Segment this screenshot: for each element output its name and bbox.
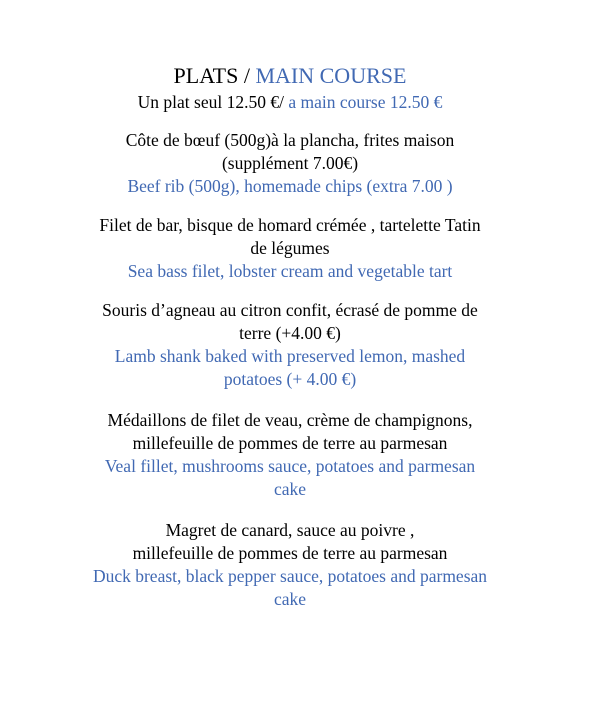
dish-text-line: Lamb shank baked with preserved lemon, mashed bbox=[114, 346, 466, 366]
dish-text-line: cake bbox=[273, 479, 307, 499]
dish-cote-de-boeuf bbox=[55, 129, 525, 198]
dish-description-french bbox=[55, 214, 525, 260]
dish-text-line: Médaillons de filet de veau, crème de champignons, bbox=[107, 410, 473, 430]
dish-text-line: millefeuille de pommes de terre au parmesan bbox=[132, 433, 448, 453]
dish-souris-agneau bbox=[55, 299, 525, 391]
dish-magret-canard bbox=[55, 519, 525, 611]
dish-description-french bbox=[55, 519, 525, 565]
section-title-french: PLATS / bbox=[173, 63, 256, 88]
dish-text-line: (supplément 7.00€) bbox=[221, 153, 359, 173]
dish-text-line: Souris d’agneau au citron confit, écrasé de pomme de bbox=[102, 300, 478, 320]
price-english: a main course 12.50 € bbox=[288, 92, 443, 112]
dish-medaillons-veau bbox=[55, 409, 525, 501]
dish-text-line: terre (+4.00 €) bbox=[239, 323, 341, 343]
section-title-english: MAIN COURSE bbox=[255, 63, 407, 88]
dish-filet-de-bar bbox=[55, 214, 525, 283]
section-title bbox=[0, 63, 580, 89]
dish-text-line: Veal fillet, mushrooms sauce, potatoes and parmesan bbox=[104, 456, 476, 476]
dish-description-english bbox=[55, 175, 525, 198]
dish-text-line: de légumes bbox=[250, 238, 330, 258]
dish-description-english bbox=[55, 565, 525, 611]
dish-text-line: Filet de bar, bisque de homard crémée , tartelette Tatin bbox=[99, 215, 481, 235]
dish-description-french bbox=[55, 409, 525, 455]
dish-description-english bbox=[55, 455, 525, 501]
dish-text-line: millefeuille de pommes de terre au parmesan bbox=[132, 543, 448, 563]
dish-description-french bbox=[55, 299, 525, 345]
dish-text-line: Duck breast, black pepper sauce, potatoes and parmesan bbox=[92, 566, 488, 586]
dish-text-line: Beef rib (500g), homemade chips (extra 7.00 ) bbox=[127, 176, 453, 196]
dish-description-english bbox=[55, 345, 525, 391]
dish-description-french bbox=[55, 129, 525, 175]
price-french: Un plat seul 12.50 €/ bbox=[137, 92, 289, 112]
dish-description-english bbox=[55, 260, 525, 283]
dish-text-line: potatoes (+ 4.00 €) bbox=[223, 369, 357, 389]
dish-text-line: Côte de bœuf (500g)à la plancha, frites maison bbox=[125, 130, 455, 150]
price-line bbox=[0, 91, 580, 113]
dish-text-line: Magret de canard, sauce au poivre , bbox=[165, 520, 415, 540]
dish-text-line: cake bbox=[273, 589, 307, 609]
dish-text-line: Sea bass filet, lobster cream and vegetable tart bbox=[127, 261, 453, 281]
